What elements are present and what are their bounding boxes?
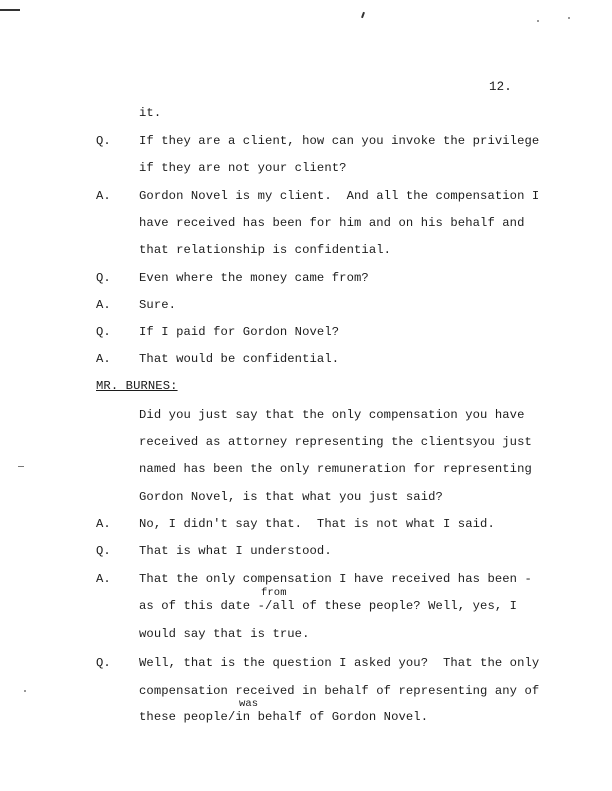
- line-text: would say that is true.: [139, 627, 310, 641]
- line-label: A.: [96, 189, 111, 203]
- line-label: A.: [96, 517, 111, 531]
- line-text: No, I didn't say that. That is not what I said.: [139, 517, 495, 531]
- handwritten-insert-was: was: [239, 698, 259, 710]
- scan-speck: [24, 690, 26, 692]
- line-label: Q.: [96, 544, 111, 558]
- scan-speck: [537, 20, 539, 22]
- line-label: Q.: [96, 271, 111, 285]
- line-text: Even where the money came from?: [139, 271, 369, 285]
- line-text: Sure.: [139, 298, 177, 312]
- line-text: That would be confidential.: [139, 352, 340, 366]
- line-label: A.: [96, 572, 111, 586]
- paragraph-line: Did you just say that the only compensation you have: [139, 408, 525, 422]
- line-label: A.: [96, 352, 111, 366]
- handwritten-insert-from: from: [261, 587, 287, 599]
- page-number: 12.: [489, 80, 512, 94]
- paragraph-line: Gordon Novel, is that what you just said?: [139, 490, 443, 504]
- line-text: have received has been for him and on his behalf and: [139, 216, 525, 230]
- line-label: Q.: [96, 325, 111, 339]
- line-text: Well, that is the question I asked you? That the only: [139, 656, 540, 670]
- scan-speck: [361, 12, 365, 18]
- line-text: as of this date -/all of these people? Well, yes, I: [139, 599, 518, 613]
- line-text: it.: [139, 106, 162, 120]
- line-text: Gordon Novel is my client. And all the compensation I: [139, 189, 540, 203]
- paragraph-line: received as attorney representing the clientsyou just: [139, 435, 532, 449]
- line-text: If I paid for Gordon Novel?: [139, 325, 340, 339]
- line-text: compensation received in behalf of representing any of: [139, 684, 540, 698]
- speaker-heading: MR. BURNES:: [96, 379, 178, 393]
- scan-speck: [568, 17, 570, 19]
- line-text: that relationship is confidential.: [139, 243, 392, 257]
- line-text: these people/in behalf of Gordon Novel.: [139, 710, 429, 724]
- line-label: Q.: [96, 656, 111, 670]
- scan-edge-mark: [0, 9, 20, 11]
- line-text: If they are a client, how can you invoke the privilege: [139, 134, 540, 148]
- line-text: That the only compensation I have received has been -: [139, 572, 532, 586]
- line-label: Q.: [96, 134, 111, 148]
- line-text: if they are not your client?: [139, 161, 347, 175]
- paragraph-line: named has been the only remuneration for representing: [139, 462, 532, 476]
- scan-speck: [18, 466, 24, 467]
- line-label: A.: [96, 298, 111, 312]
- line-text: That is what I understood.: [139, 544, 332, 558]
